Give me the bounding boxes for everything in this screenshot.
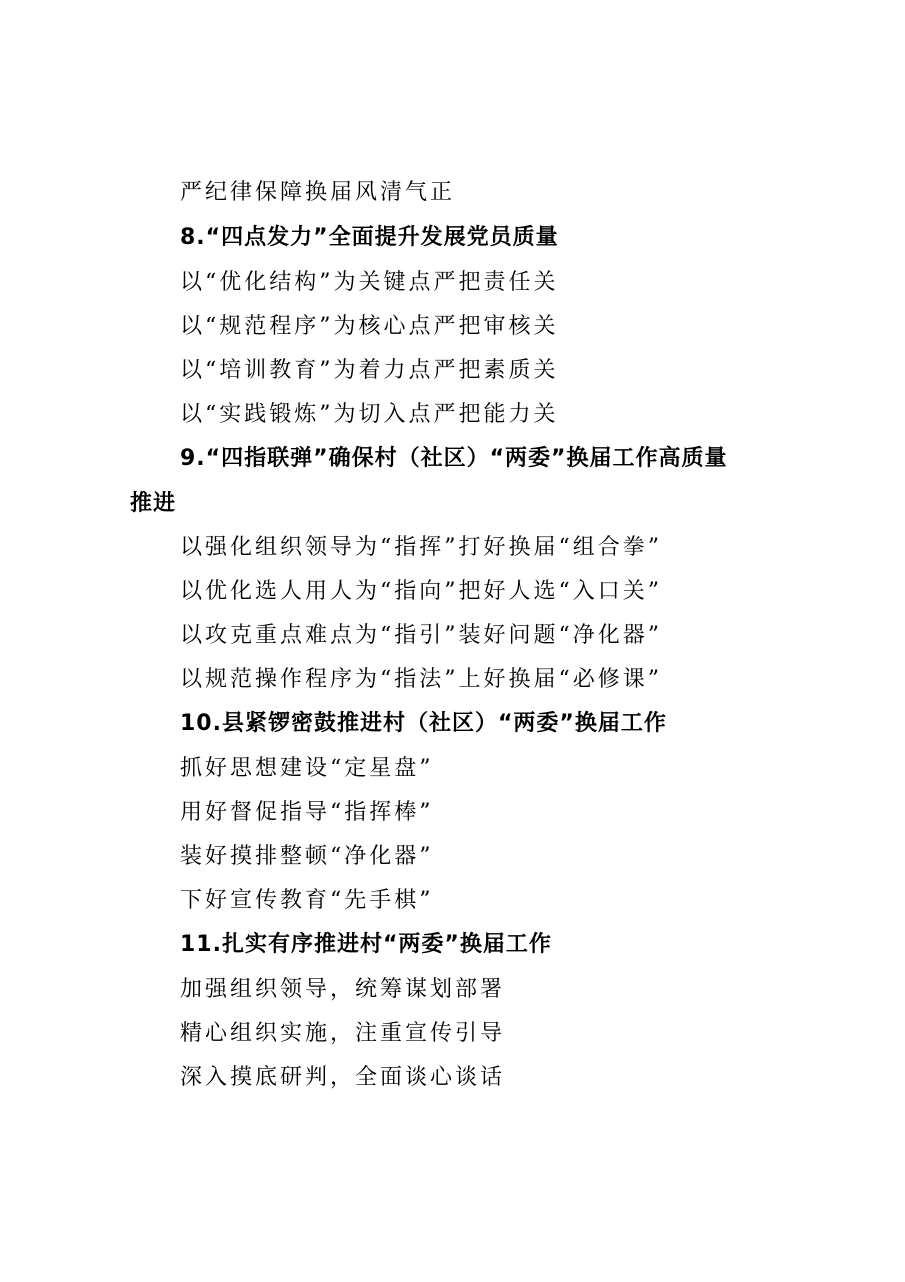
body-line: 精心组织实施，注重宣传引导: [180, 1021, 506, 1046]
body-line: 抓好思想建设“定星盘”: [180, 756, 434, 781]
body-line: 以“规范程序”为核心点严把审核关: [180, 314, 559, 339]
body-line: 下好宣传教育“先手棋”: [180, 888, 434, 913]
body-line: 以优化选人用人为“指向”把好人选“入口关”: [180, 579, 662, 604]
body-line: 以攻克重点难点为“指引”装好问题“净化器”: [180, 623, 662, 648]
body-line: 以“培训教育”为着力点严把素质关: [180, 358, 559, 383]
body-line: 以“优化结构”为关键点严把责任关: [180, 270, 559, 295]
body-line: 用好督促指导“指挥棒”: [180, 800, 434, 825]
body-line: 深入摸底研判，全面谈心谈话: [180, 1065, 506, 1090]
body-line: 加强组织领导，统筹谋划部署: [180, 977, 506, 1002]
body-line: 严纪律保障换届风清气正: [180, 180, 456, 205]
section-heading: 11.扎实有序推进村“两委”换届工作: [180, 932, 552, 957]
section-heading: 10.县紧锣密鼓推进村（社区）“两委”换届工作: [180, 711, 667, 736]
section-heading: 9.“四指联弹”确保村（社区）“两委”换届工作高质量: [180, 446, 728, 471]
body-line: 以规范操作程序为“指法”上好换届“必修课”: [180, 667, 662, 692]
section-heading: 8.“四点发力”全面提升发展党员质量: [180, 225, 559, 250]
body-line: 以“实践锻炼”为切入点严把能力关: [180, 402, 559, 427]
section-heading-continuation: 推进: [130, 491, 177, 516]
body-line: 以强化组织领导为“指挥”打好换届“组合拳”: [180, 535, 662, 560]
body-line: 装好摸排整顿“净化器”: [180, 844, 434, 869]
